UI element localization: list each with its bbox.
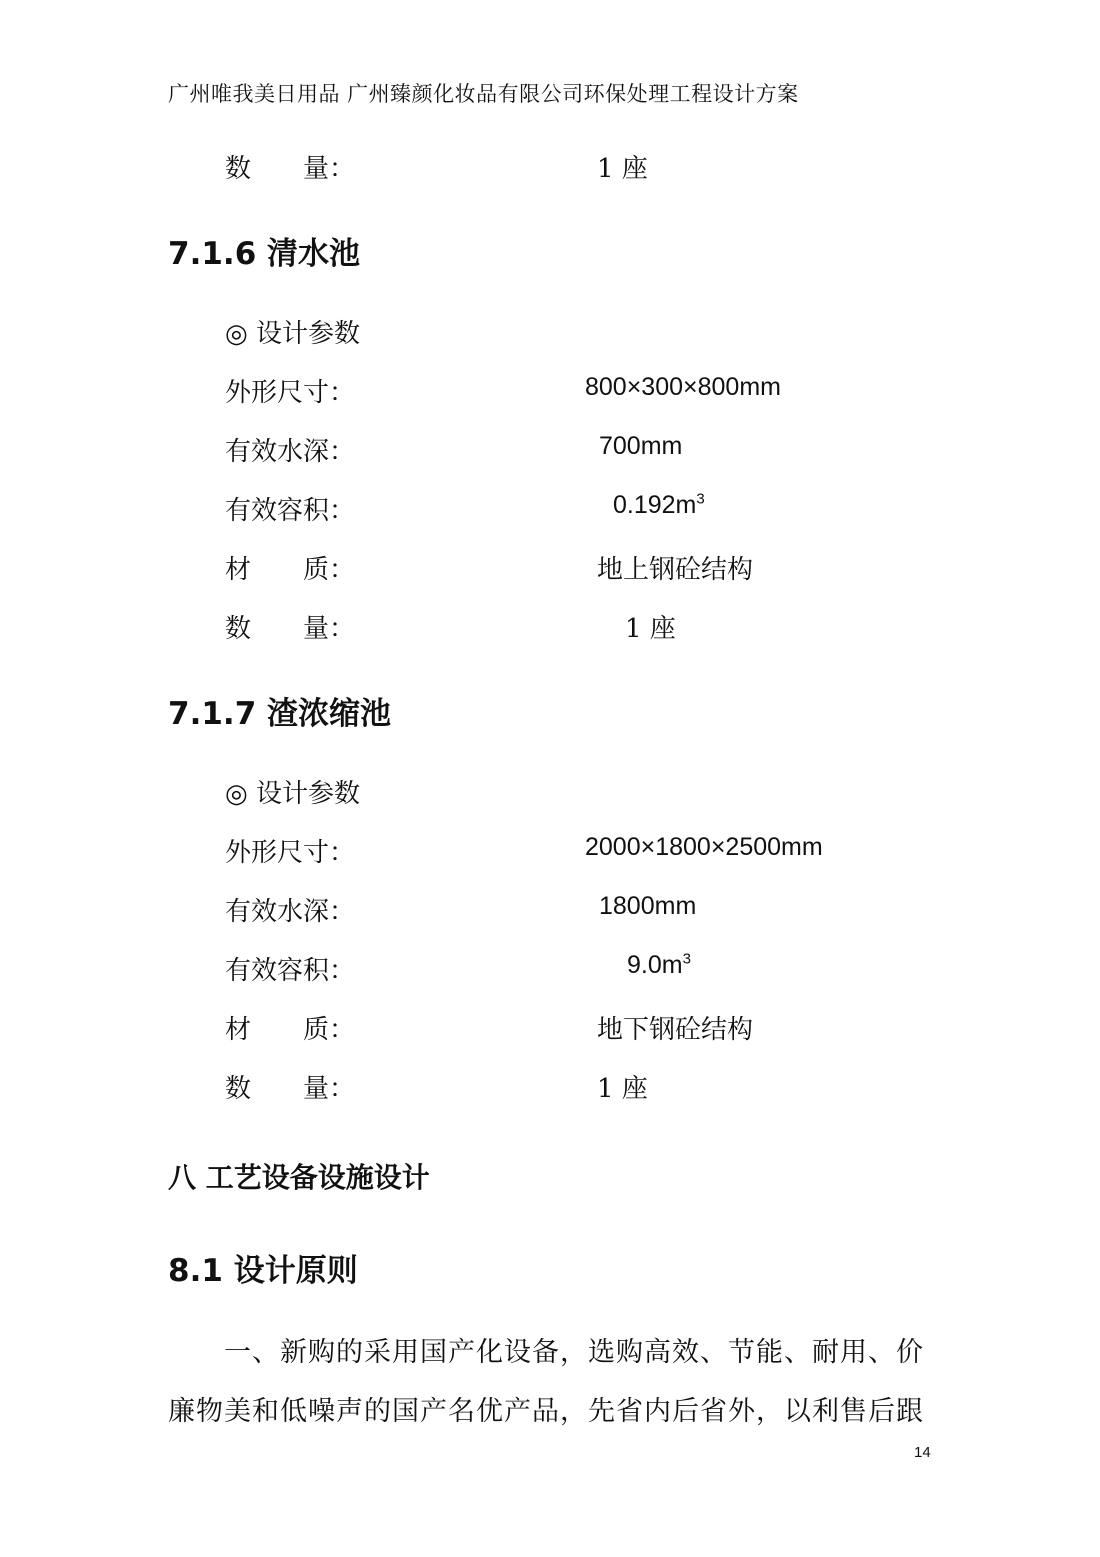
- section-717-dims-value: 2000×1800×2500mm: [585, 833, 823, 861]
- section-717-material-value: 地下钢砼结构: [597, 1015, 754, 1045]
- section-717-volume-label: 有效容积：: [225, 956, 356, 986]
- section-716-depth-label: 有效水深：: [225, 437, 356, 467]
- section-716-depth-value: 700mm: [599, 432, 683, 460]
- section-717-material-label: 材 质：: [225, 1015, 356, 1045]
- section-716-quantity-label: 数 量：: [225, 614, 356, 644]
- page-number: 14: [914, 1444, 931, 1461]
- section-717-depth-value: 1800mm: [599, 892, 697, 920]
- section-717-dims-label: 外形尺寸：: [225, 838, 356, 868]
- section-716-quantity-value: 1 座: [625, 614, 676, 644]
- section-716-dims-value: 800×300×800mm: [585, 373, 781, 401]
- section-716-material-label: 材 质：: [225, 555, 356, 585]
- section-717-title: 7.1.7 渣浓缩池: [168, 696, 392, 732]
- section-81-title: 8.1 设计原则: [168, 1253, 358, 1289]
- section-717-quantity-value: 1 座: [597, 1074, 648, 1104]
- section-716-param-heading: ◎ 设计参数: [225, 319, 360, 349]
- quantity-value: 1 座: [597, 154, 648, 184]
- section-716-dims-label: 外形尺寸：: [225, 378, 356, 408]
- section-81-paragraph-line-1: 一、新购的采用国产化设备，选购高效、节能、耐用、价: [224, 1337, 924, 1368]
- section-81-paragraph-line-2: 廉物美和低噪声的国产名优产品，先省内后省外，以利售后跟: [168, 1396, 924, 1427]
- section-717-depth-label: 有效水深：: [225, 897, 356, 927]
- page-header: 广州唯我美日用品 广州臻颜化妆品有限公司环保处理工程设计方案: [168, 82, 799, 106]
- section-717-volume-value: $9.0m^3$: [627, 950, 691, 979]
- quantity-label: 数 量：: [225, 154, 356, 184]
- section-716-volume-label: 有效容积：: [225, 496, 356, 526]
- section-717-param-heading: ◎ 设计参数: [225, 779, 360, 809]
- chapter-8-title: 八 工艺设备设施设计: [168, 1161, 430, 1194]
- section-716-material-value: 地上钢砼结构: [597, 555, 754, 585]
- section-716-title: 7.1.6 清水池: [168, 236, 361, 272]
- section-717-quantity-label: 数 量：: [225, 1074, 356, 1104]
- section-716-volume-value: $0.192m^3$: [613, 490, 705, 519]
